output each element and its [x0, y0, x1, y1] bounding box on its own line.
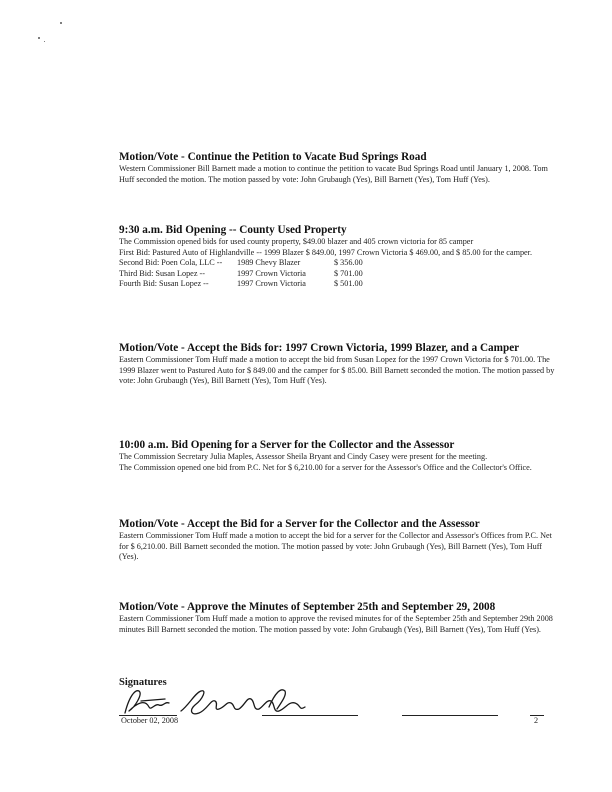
signature-date: October 02, 2008: [121, 716, 179, 725]
signature-line: [402, 715, 498, 716]
page-number: 2: [534, 716, 539, 725]
section-paragraph: Eastern Commissioner Tom Huff made a motion to accept the bid from Susan Lopez for the 1997 Crown Victoria for $ 701.00. The 1999 Blazer went to Pastured Auto for $ 849.00 and the camper for $ 85.00. Bill Barnett seconded the motion. The motion passed by vote: John Grubaugh (Yes), Bill Barnett (Yes), Tom Huff (Yes).: [119, 355, 555, 386]
section-heading: Motion/Vote - Approve the Minutes of September 25th and September 29, 2008: [119, 601, 496, 613]
bidder-cell: Fourth Bid: Susan Lopez --: [119, 279, 209, 289]
bid-table: [119, 258, 363, 290]
signature-stroke: [125, 691, 169, 713]
item-cell: 1989 Chevy Blazer: [237, 258, 301, 268]
section-heading: 10:00 a.m. Bid Opening for a Server for the Collector and the Assessor: [119, 439, 455, 451]
signature-line: [262, 715, 358, 716]
section-paragraph: Eastern Commissioner Tom Huff made a motion to accept the bid for a server for the Collector and Assessor's Offices from P.C. Net for $ 6,210.00. Bill Barnett seconded the motion. The motion passed by vote: John Grubaugh (Yes), Bill Barnett (Yes), Tom Huff (Yes).: [119, 531, 552, 562]
section-accept-bids: [119, 342, 555, 387]
handwritten-signatures: [119, 683, 319, 719]
amount-cell: $ 501.00: [334, 279, 363, 289]
scan-speck: [38, 37, 40, 39]
section-paragraph: The Commission opened bids for used county property, $49.00 blazer and 405 crown victoria for 85 camper: [119, 237, 474, 246]
section-heading: Motion/Vote - Accept the Bid for a Server for the Collector and the Assessor: [119, 518, 480, 530]
section-bid-opening-server: [119, 439, 555, 473]
section-paragraph: The Commission Secretary Julia Maples, Assessor Sheila Bryant and Cindy Casey were present for the meeting.: [119, 452, 488, 461]
section-paragraph: First Bid: Pastured Auto of Highlandville -- 1999 Blazer $ 849.00, 1997 Crown Victoria $ 469.00, and $ 85.00 for the camper.: [119, 247, 532, 257]
item-cell: 1997 Crown Victoria: [237, 268, 306, 278]
section-approve-minutes: [119, 601, 555, 635]
section-accept-server-bid: [119, 518, 555, 563]
section-paragraph: Western Commissioner Bill Barnett made a motion to continue the petition to vacate Bud Springs Road until January 1, 2008. Tom Huff seconded the motion. The motion passed by vote: John Grubaugh (Yes), Bill Barnett (Yes), Tom Huff (Yes).: [119, 164, 548, 184]
amount-cell: $ 356.00: [334, 258, 363, 268]
section-paragraph: The Commission opened one bid from P.C. Net for $ 6,210.00 for a server for the Assessor's Office and the Collector's Office.: [119, 462, 532, 472]
scan-speck: [44, 41, 45, 42]
section-heading: 9:30 a.m. Bid Opening -- County Used Property: [119, 224, 347, 236]
signatures-heading: Signatures: [119, 677, 167, 688]
bidder-cell: Third Bid: Susan Lopez --: [119, 268, 205, 278]
section-paragraph: Eastern Commissioner Tom Huff made a motion to approve the revised minutes for of the September 25th and September 29th 2008 minutes Bill Barnett seconded the motion. The motion passed by vote: John Grubaugh (Yes), Bill Barnett (Yes), Tom Huff (Yes).: [119, 614, 553, 634]
bidder-cell: Second Bid: Poen Cola, LLC --: [119, 258, 223, 268]
table-row: [119, 269, 363, 280]
signature-stroke: [141, 699, 165, 701]
signature-stroke: [181, 691, 305, 714]
amount-cell: $ 701.00: [334, 268, 363, 278]
scan-speck: [60, 22, 62, 24]
table-row: [119, 279, 363, 290]
section-heading: Motion/Vote - Accept the Bids for: 1997 Crown Victoria, 1999 Blazer, and a Camper: [119, 342, 520, 354]
item-cell: 1997 Crown Victoria: [237, 279, 306, 289]
section-continue-petition: [119, 151, 555, 185]
table-row: [119, 258, 363, 269]
section-heading: Motion/Vote - Continue the Petition to Vacate Bud Springs Road: [119, 151, 427, 163]
signature-stroke: [269, 690, 285, 709]
section-bid-opening-used-property: [119, 224, 555, 290]
